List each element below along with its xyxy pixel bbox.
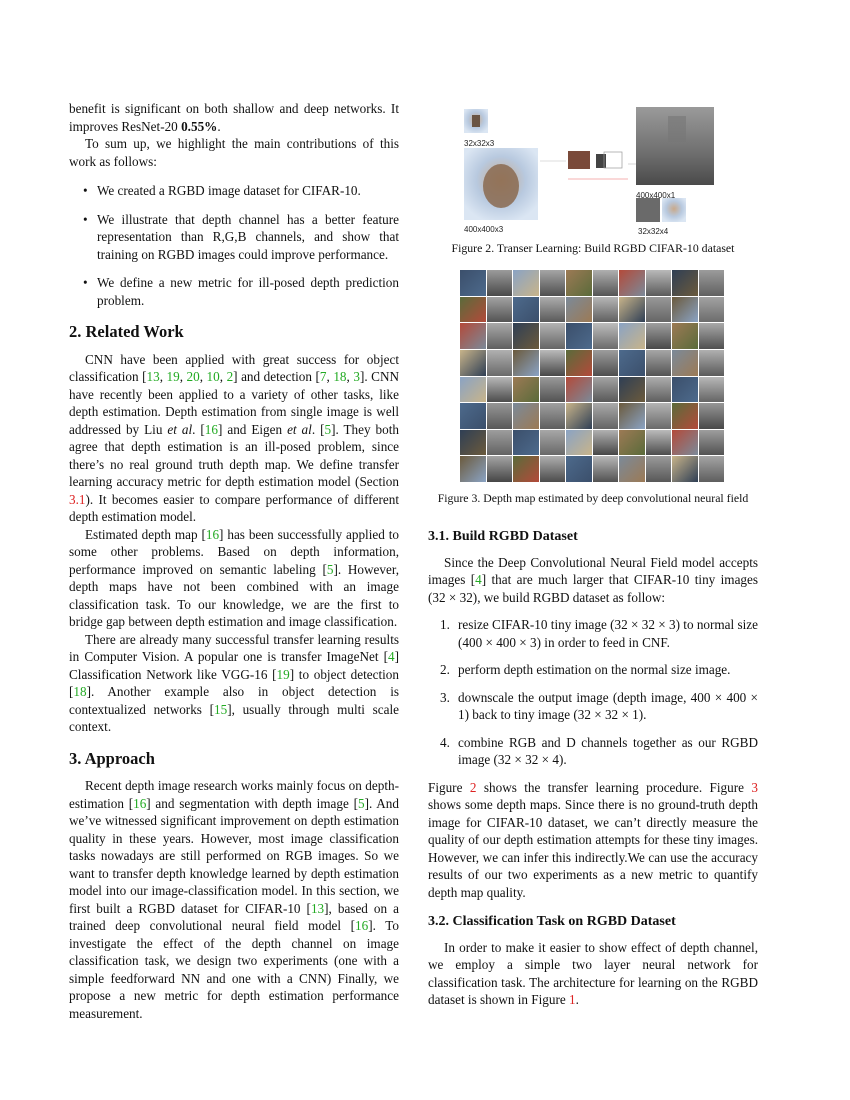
- citation-link[interactable]: 19: [276, 666, 290, 682]
- thumbnail: [540, 297, 566, 323]
- thumbnail: [566, 456, 592, 482]
- list-item: 2. perform depth estimation on the normal size image.: [440, 662, 731, 677]
- thumbnail: [619, 323, 645, 349]
- citation-link[interactable]: 16: [133, 795, 147, 811]
- citation-link[interactable]: 20: [186, 369, 200, 384]
- thumbnail: [460, 270, 486, 296]
- approach-paragraph-1: Recent depth image research works mainly focus on depth-estimation [16] and segmentation with depth image [5]. And we’ve witnessed significant improvement on depth estimation quality in these years. However, most image classification tasks nowadays are still performed on RGB images. So we want to transfer depth knowledge learned by depth estimation model into our image-classification model. In this section, we first built a RGBD dataset for CIFAR-10 [13], based on a trained deep convolutional neural field model [16]. To investigate the effect of the depth channel on image classification task, we design two experiments (one with a simple feedforward NN and one with a CNN) Finally, we propose a new metric for depth estimation performance measurement.: [69, 778, 399, 1021]
- label-32x32x4: 32x32x4: [638, 227, 669, 236]
- label-400x400x1: 400x400x1: [636, 191, 676, 200]
- section-heading-3-1: 3.1. Build RGBD Dataset: [428, 529, 578, 544]
- network-block: [568, 151, 590, 169]
- contributions-list: [69, 182, 399, 309]
- thumbnail: [672, 297, 698, 323]
- thumbnail: [593, 350, 619, 376]
- list-item: 4. combine RGB and D channels together as our RGBD image (32 × 32 × 4).: [440, 734, 758, 767]
- thumbnail: [699, 377, 725, 403]
- thumbnail: [566, 377, 592, 403]
- thumbnail: [487, 403, 513, 429]
- thumbnail: [593, 456, 619, 482]
- related-work-paragraph-3: There are already many successful transfer learning results in Computer Vision. A popular one is transfer ImageNet [4] Classification Network like VGG-16 [19] to object detection [18]. Another example also in object detection is contextualized networks [15], usually through multi scale context.: [69, 631, 399, 734]
- figure-ref-link[interactable]: 3: [751, 779, 758, 795]
- thumbnail: [513, 323, 539, 349]
- thumbnail: [513, 430, 539, 456]
- thumbnail: [699, 323, 725, 349]
- section-heading-approach: 3. Approach: [69, 748, 155, 768]
- thumbnail: [513, 297, 539, 323]
- list-item: 3. downscale the output image (depth image, 400 × 400 × 1) back to tiny image (32 × 32 × 1).: [440, 689, 758, 722]
- thumbnail: [699, 350, 725, 376]
- thumbnail: [513, 350, 539, 376]
- thumbnail: [566, 297, 592, 323]
- thumbnail: [646, 323, 672, 349]
- thumbnail: [593, 323, 619, 349]
- thumbnail: [566, 430, 592, 456]
- section-heading-3-2: 3.2. Classification Task on RGBD Dataset: [428, 914, 676, 929]
- thumbnail: [540, 350, 566, 376]
- thumbnail: [460, 430, 486, 456]
- thumbnail: [513, 456, 539, 482]
- thumbnail: [487, 323, 513, 349]
- citation-link[interactable]: 5: [326, 561, 334, 577]
- figure-3: [428, 270, 758, 482]
- thumbnail: [619, 456, 645, 482]
- citation-link[interactable]: 4: [388, 649, 395, 664]
- citation-link[interactable]: 16: [205, 526, 220, 542]
- thumbnail: [513, 377, 539, 403]
- thumbnail: [699, 403, 725, 429]
- thumbnail: [566, 350, 592, 376]
- thumbnail: [619, 297, 645, 323]
- thumbnail: [540, 430, 566, 456]
- thumbnail: [699, 270, 725, 296]
- thumbnail: [487, 430, 513, 456]
- figure-ref-link[interactable]: 1: [569, 992, 576, 1007]
- list-item: • We illustrate that depth channel has a better feature representation than R,G,B channels, and show that training on RGBD images could improve performance.: [83, 211, 399, 262]
- thumbnail: [646, 377, 672, 403]
- citation-link[interactable]: 10: [206, 369, 220, 384]
- citation-link[interactable]: 13: [310, 900, 325, 916]
- thumbnail: [646, 456, 672, 482]
- thumbnail: [593, 377, 619, 403]
- figure-3-caption: Figure 3. Depth map estimated by deep convolutional neural field: [437, 491, 749, 505]
- thumbnail: [566, 270, 592, 296]
- citation-link[interactable]: 3: [353, 369, 360, 384]
- right-column: [428, 104, 758, 1009]
- thumbnail: [619, 430, 645, 456]
- citation-link[interactable]: 5: [357, 795, 365, 811]
- label-32x32x3: 32x32x3: [464, 139, 495, 148]
- citation-link[interactable]: 15: [214, 701, 228, 717]
- citation-link[interactable]: 16: [204, 421, 218, 437]
- thumbnail: [460, 323, 486, 349]
- intro-paragraph-2: To sum up, we highlight the main contributions of this work as follows:: [69, 136, 399, 169]
- thumbnail: [487, 297, 513, 323]
- section-heading-related-work: 2. Related Work: [69, 322, 184, 341]
- thumbnail: [566, 323, 592, 349]
- thumbnail: [540, 270, 566, 296]
- related-work-paragraph-1: CNN have been applied with great success for object classification [13, 19, 20, 10, 2] and detection [7, 18, 3]. CNN have recently been applied to a variety of other tasks, like depth estimation. Depth estimation from single image is well addressed by Liu et al. [16] and Eigen et al. [5]. They both agree that depth estimation is an ill-posed problem, since there’s no real ground truth depth map. We define transfer learning accuracy metric for depth estimation model (Section 3.1). It becomes easier to compare performance of different depth estimation model.: [69, 351, 399, 524]
- thumbnail: [513, 403, 539, 429]
- thumbnail: [566, 403, 592, 429]
- thumbnail: [593, 403, 619, 429]
- citation-link[interactable]: 16: [355, 918, 369, 933]
- thumbnail: [646, 403, 672, 429]
- list-item: 1. resize CIFAR-10 tiny image (32 × 32 × 3) to normal size (400 × 400 × 3) in order to feed in CNF.: [440, 617, 758, 650]
- citation-link[interactable]: 19: [166, 369, 180, 384]
- thumbnail: [487, 456, 513, 482]
- section-3-1-paragraph-2: Figure 2 shows the transfer learning procedure. Figure 3 shows some depth maps. Since there is no ground-truth depth image for CIFAR-10 dataset, we can’t directly measure the quality of our depth estimation attempts for these tiny images. However, we can infer this indirectly.We can use the accuracy results of our two experiments as a new metric to quantify depth map quality.: [428, 779, 758, 900]
- thumbnail: [699, 430, 725, 456]
- bold-result: 0.55%: [181, 118, 218, 134]
- thumbnail: [646, 297, 672, 323]
- thumbnail: [699, 297, 725, 323]
- thumbnail: [460, 297, 486, 323]
- thumbnail: [672, 377, 698, 403]
- section-3-2-paragraph-1: In order to make it easier to show effect of depth channel, we employ a simple two layer neural network for classification task. The architecture for learning on the RGBD dataset is shown in Figure 1.: [428, 939, 758, 1007]
- list-item: • We define a new metric for ill-posed depth prediction problem.: [83, 275, 399, 308]
- thumbnail: [646, 270, 672, 296]
- thumbnail: [513, 270, 539, 296]
- citation-link[interactable]: 7: [319, 369, 327, 384]
- thumbnail: [672, 456, 698, 482]
- citation-link[interactable]: 2: [226, 369, 234, 384]
- thumbnail: [699, 456, 725, 482]
- thumbnail: [619, 270, 645, 296]
- left-column: [69, 100, 399, 1022]
- thumbnail: [672, 403, 698, 429]
- citation-link[interactable]: 5: [324, 421, 332, 437]
- thumbnail: [540, 323, 566, 349]
- thumbnail: [646, 430, 672, 456]
- thumbnail: [460, 456, 486, 482]
- intro-paragraph-1: benefit is significant on both shallow and deep networks. It improves ResNet-20 0.55%.: [69, 101, 399, 134]
- thumbnail: [593, 270, 619, 296]
- thumbnail: [619, 377, 645, 403]
- depth-map-grid: [460, 270, 724, 482]
- related-work-paragraph-2: Estimated depth map [16] has been successfully applied to some other problems. Based on depth information, performance improved on semantic labeling [5]. However, depth maps have not been combined with an image classification task. To our knowledge, we are the first to bridge gap between depth estimation and image classification.: [69, 526, 399, 629]
- thumbnail: [593, 297, 619, 323]
- citation-link[interactable]: 4: [475, 572, 482, 587]
- thumbnail: [487, 377, 513, 403]
- label-400x400x3: 400x400x3: [464, 225, 504, 234]
- transfer-learning-diagram: [428, 104, 758, 234]
- thumbnail: [619, 350, 645, 376]
- steps-list: [428, 616, 758, 769]
- thumbnail: [487, 270, 513, 296]
- thumbnail: [460, 403, 486, 429]
- thumbnail: [487, 350, 513, 376]
- thumbnail: [593, 430, 619, 456]
- citation-link[interactable]: 18: [73, 684, 87, 699]
- thumbnail: [672, 350, 698, 376]
- thumbnail: [672, 430, 698, 456]
- thumbnail: [540, 403, 566, 429]
- thumbnail: [646, 350, 672, 376]
- thumbnail: [672, 270, 698, 296]
- thumbnail: [460, 377, 486, 403]
- section-3-1-paragraph-1: Since the Deep Convolutional Neural Field model accepts images [4] that are much larger that CIFAR-10 tiny images (32 × 32), we build RGBD dataset as follow:: [428, 554, 759, 605]
- figure-2: [428, 104, 758, 234]
- section-ref-link[interactable]: 3.1: [69, 491, 86, 507]
- citation-link[interactable]: 18: [333, 369, 347, 384]
- thumbnail: [460, 350, 486, 376]
- figure-2-caption: Figure 2. Transer Learning: Build RGBD CIFAR-10 dataset: [451, 241, 735, 255]
- thumbnail: [540, 456, 566, 482]
- list-item: • We created a RGBD image dataset for CIFAR-10.: [83, 183, 361, 198]
- thumbnail: [619, 403, 645, 429]
- citation-link[interactable]: 13: [146, 369, 160, 384]
- thumbnail: [540, 377, 566, 403]
- figure-ref-link[interactable]: 2: [469, 779, 477, 795]
- thumbnail: [672, 323, 698, 349]
